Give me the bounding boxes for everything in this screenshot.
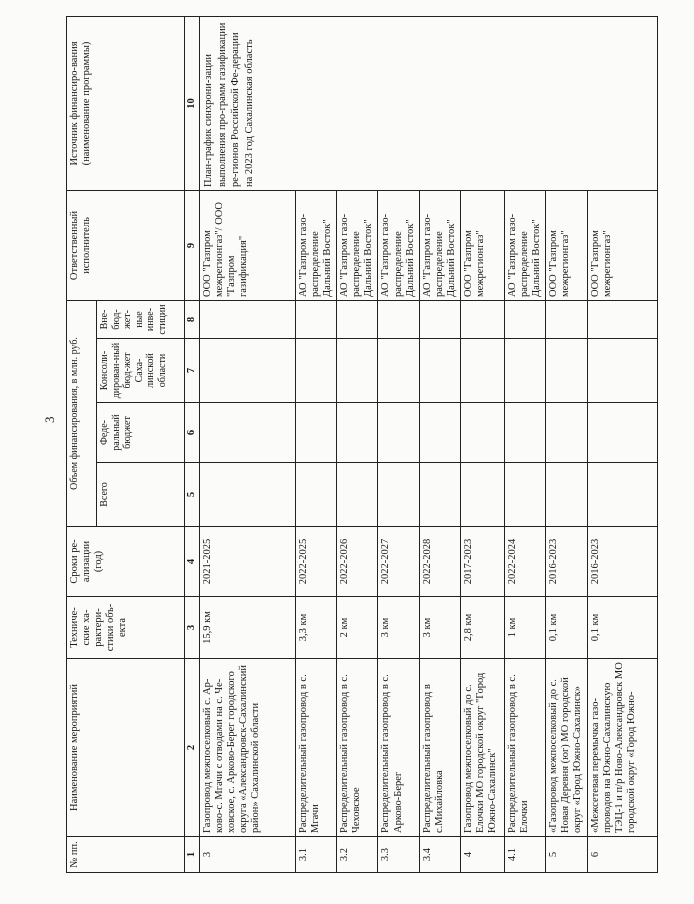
row-responsible-cell: АО "Газпром газо-распределение Дальний Восток" bbox=[378, 191, 419, 301]
column-number: 9 bbox=[185, 191, 200, 301]
row-other-cell bbox=[378, 301, 419, 339]
row-total-cell bbox=[588, 463, 658, 527]
source-cell: План-график синхрони-зации выполнения про-грамм газификации ре-гионов Российской Фе-дерации на 2023 год Сахалинская область bbox=[200, 17, 658, 191]
row-responsible-cell: АО "Газпром газо-распределение Дальний Восток" bbox=[296, 191, 337, 301]
row-other-cell bbox=[460, 301, 504, 339]
row-number-cell: 3 bbox=[200, 837, 296, 873]
row-terms-cell: 2016-2023 bbox=[546, 527, 588, 597]
row-number-cell: 3.3 bbox=[378, 837, 419, 873]
column-number: 8 bbox=[185, 301, 200, 339]
row-federal-cell bbox=[296, 403, 337, 463]
row-name-cell: Газопровод межпоселковый с. Ар-ково-с. Мгачи с отводами на с. Че-ховское, с. Арково-Берег городского округа «Александровск-Сахалинский район» Сахалинской области bbox=[200, 659, 296, 837]
column-number: 7 bbox=[185, 339, 200, 403]
row-tech-cell: 3 км bbox=[378, 597, 419, 659]
row-name-cell: Газопровод межпоселковый до с. Елочки МО городской округ "Город Южно-Сахалинск" bbox=[460, 659, 504, 837]
header-source: Источник финансиро-вания (наименование программы) bbox=[67, 17, 185, 191]
rotated-sheet bbox=[62, 0, 694, 883]
row-terms-cell: 2022-2027 bbox=[378, 527, 419, 597]
row-number-cell: 5 bbox=[546, 837, 588, 873]
column-number: 10 bbox=[185, 17, 200, 191]
row-other-cell bbox=[296, 301, 337, 339]
row-name-cell: «Межсетевая перемычка газо-проводов на Южно-Сахалинскую ТЭЦ-1 и п/р Ново-Александровск МО городской округ «Город Южно- bbox=[588, 659, 658, 837]
row-federal-cell bbox=[588, 403, 658, 463]
row-federal-cell bbox=[378, 403, 419, 463]
row-number-cell: 6 bbox=[588, 837, 658, 873]
row-other-cell bbox=[337, 301, 378, 339]
row-tech-cell: 1 км bbox=[504, 597, 545, 659]
page-number: 3 bbox=[42, 416, 57, 423]
row-terms-cell: 2022-2024 bbox=[504, 527, 545, 597]
row-tech-cell: 2,8 км bbox=[460, 597, 504, 659]
row-total-cell bbox=[546, 463, 588, 527]
row-terms-cell: 2022-2025 bbox=[296, 527, 337, 597]
row-responsible-cell: АО "Газпром газо-распределение Дальний Восток" bbox=[504, 191, 545, 301]
column-number: 1 bbox=[185, 837, 200, 873]
gasification-plan-table bbox=[66, 16, 658, 873]
row-regional-cell bbox=[460, 339, 504, 403]
row-responsible-cell: АО "Газпром газо-распределение Дальний Восток" bbox=[419, 191, 460, 301]
header-responsible: Ответственный исполнитель bbox=[67, 191, 185, 301]
row-other-cell bbox=[588, 301, 658, 339]
row-number-cell: 4.1 bbox=[504, 837, 545, 873]
row-responsible-cell: АО "Газпром газо-распределение Дальний Восток" bbox=[337, 191, 378, 301]
row-federal-cell bbox=[546, 403, 588, 463]
row-name-cell: Распределительный газопровод в с. Елочки bbox=[504, 659, 545, 837]
column-number-row bbox=[185, 17, 200, 873]
row-federal-cell bbox=[504, 403, 545, 463]
row-total-cell bbox=[200, 463, 296, 527]
row-regional-cell bbox=[419, 339, 460, 403]
header-terms: Сроки ре-ализации (год) bbox=[67, 527, 185, 597]
row-responsible-cell: ООО "Газпром межрегионгаз" bbox=[460, 191, 504, 301]
table-body bbox=[185, 17, 658, 873]
row-tech-cell: 0,1 км bbox=[588, 597, 658, 659]
row-regional-cell bbox=[296, 339, 337, 403]
row-terms-cell: 2021-2025 bbox=[200, 527, 296, 597]
row-tech-cell: 2 км bbox=[337, 597, 378, 659]
row-federal-cell bbox=[337, 403, 378, 463]
row-tech-cell: 15,9 км bbox=[200, 597, 296, 659]
column-number: 4 bbox=[185, 527, 200, 597]
row-other-cell bbox=[419, 301, 460, 339]
row-name-cell: «Газопровод межпоселковый до с. Новая Деревня (юг) МО городской округ «Город Южно-Сахалинск» bbox=[546, 659, 588, 837]
header-tech: Техниче-ские ха-рактери-стики объ-екта bbox=[67, 597, 185, 659]
row-total-cell bbox=[419, 463, 460, 527]
row-total-cell bbox=[504, 463, 545, 527]
header-total: Всего bbox=[97, 463, 185, 527]
row-name-cell: Распределительный газопровод в с. Арково-Берег bbox=[378, 659, 419, 837]
row-responsible-cell: ООО "Газпром межрегионгаз"/ ООО "Газпром газификация" bbox=[200, 191, 296, 301]
row-regional-cell bbox=[200, 339, 296, 403]
row-total-cell bbox=[296, 463, 337, 527]
column-number: 6 bbox=[185, 403, 200, 463]
row-tech-cell: 3 км bbox=[419, 597, 460, 659]
row-regional-cell bbox=[504, 339, 545, 403]
header-federal: Феде-ральный бюджет bbox=[97, 403, 185, 463]
column-number: 2 bbox=[185, 659, 200, 837]
row-federal-cell bbox=[419, 403, 460, 463]
row-number-cell: 4 bbox=[460, 837, 504, 873]
row-total-cell bbox=[460, 463, 504, 527]
row-federal-cell bbox=[460, 403, 504, 463]
header-row-1 bbox=[67, 17, 97, 873]
row-terms-cell: 2017-2023 bbox=[460, 527, 504, 597]
row-name-cell: Распределительный газопровод в с. Мгачи bbox=[296, 659, 337, 837]
row-total-cell bbox=[337, 463, 378, 527]
header-name: Наименование мероприятий bbox=[67, 659, 185, 837]
row-responsible-cell: ООО "Газпром межрегионгаз" bbox=[588, 191, 658, 301]
row-other-cell bbox=[504, 301, 545, 339]
column-number: 3 bbox=[185, 597, 200, 659]
row-tech-cell: 3,3 км bbox=[296, 597, 337, 659]
row-terms-cell: 2022-2026 bbox=[337, 527, 378, 597]
row-other-cell bbox=[546, 301, 588, 339]
row-number-cell: 3.1 bbox=[296, 837, 337, 873]
table-row bbox=[200, 17, 296, 873]
row-terms-cell: 2022-2028 bbox=[419, 527, 460, 597]
row-regional-cell bbox=[546, 339, 588, 403]
row-name-cell: Распределительный газопровод в с.Михайловка bbox=[419, 659, 460, 837]
header-regional: Консоли-дирован-ный бюд-жет Саха-линской области bbox=[97, 339, 185, 403]
row-regional-cell bbox=[337, 339, 378, 403]
row-other-cell bbox=[200, 301, 296, 339]
row-name-cell: Распределительный газопровод в с. Чеховское bbox=[337, 659, 378, 837]
header-other: Вне-бюд-жет-ные инве-стиции bbox=[97, 301, 185, 339]
row-regional-cell bbox=[378, 339, 419, 403]
row-responsible-cell: ООО "Газпром межрегионгаз" bbox=[546, 191, 588, 301]
row-number-cell: 3.2 bbox=[337, 837, 378, 873]
column-number: 5 bbox=[185, 463, 200, 527]
row-terms-cell: 2016-2023 bbox=[588, 527, 658, 597]
header-funding: Объем финансирования, в млн. руб. bbox=[67, 301, 97, 527]
row-regional-cell bbox=[588, 339, 658, 403]
row-tech-cell: 0,1 км bbox=[546, 597, 588, 659]
row-federal-cell bbox=[200, 403, 296, 463]
header-no: № пп. bbox=[67, 837, 185, 873]
row-total-cell bbox=[378, 463, 419, 527]
row-number-cell: 3.4 bbox=[419, 837, 460, 873]
